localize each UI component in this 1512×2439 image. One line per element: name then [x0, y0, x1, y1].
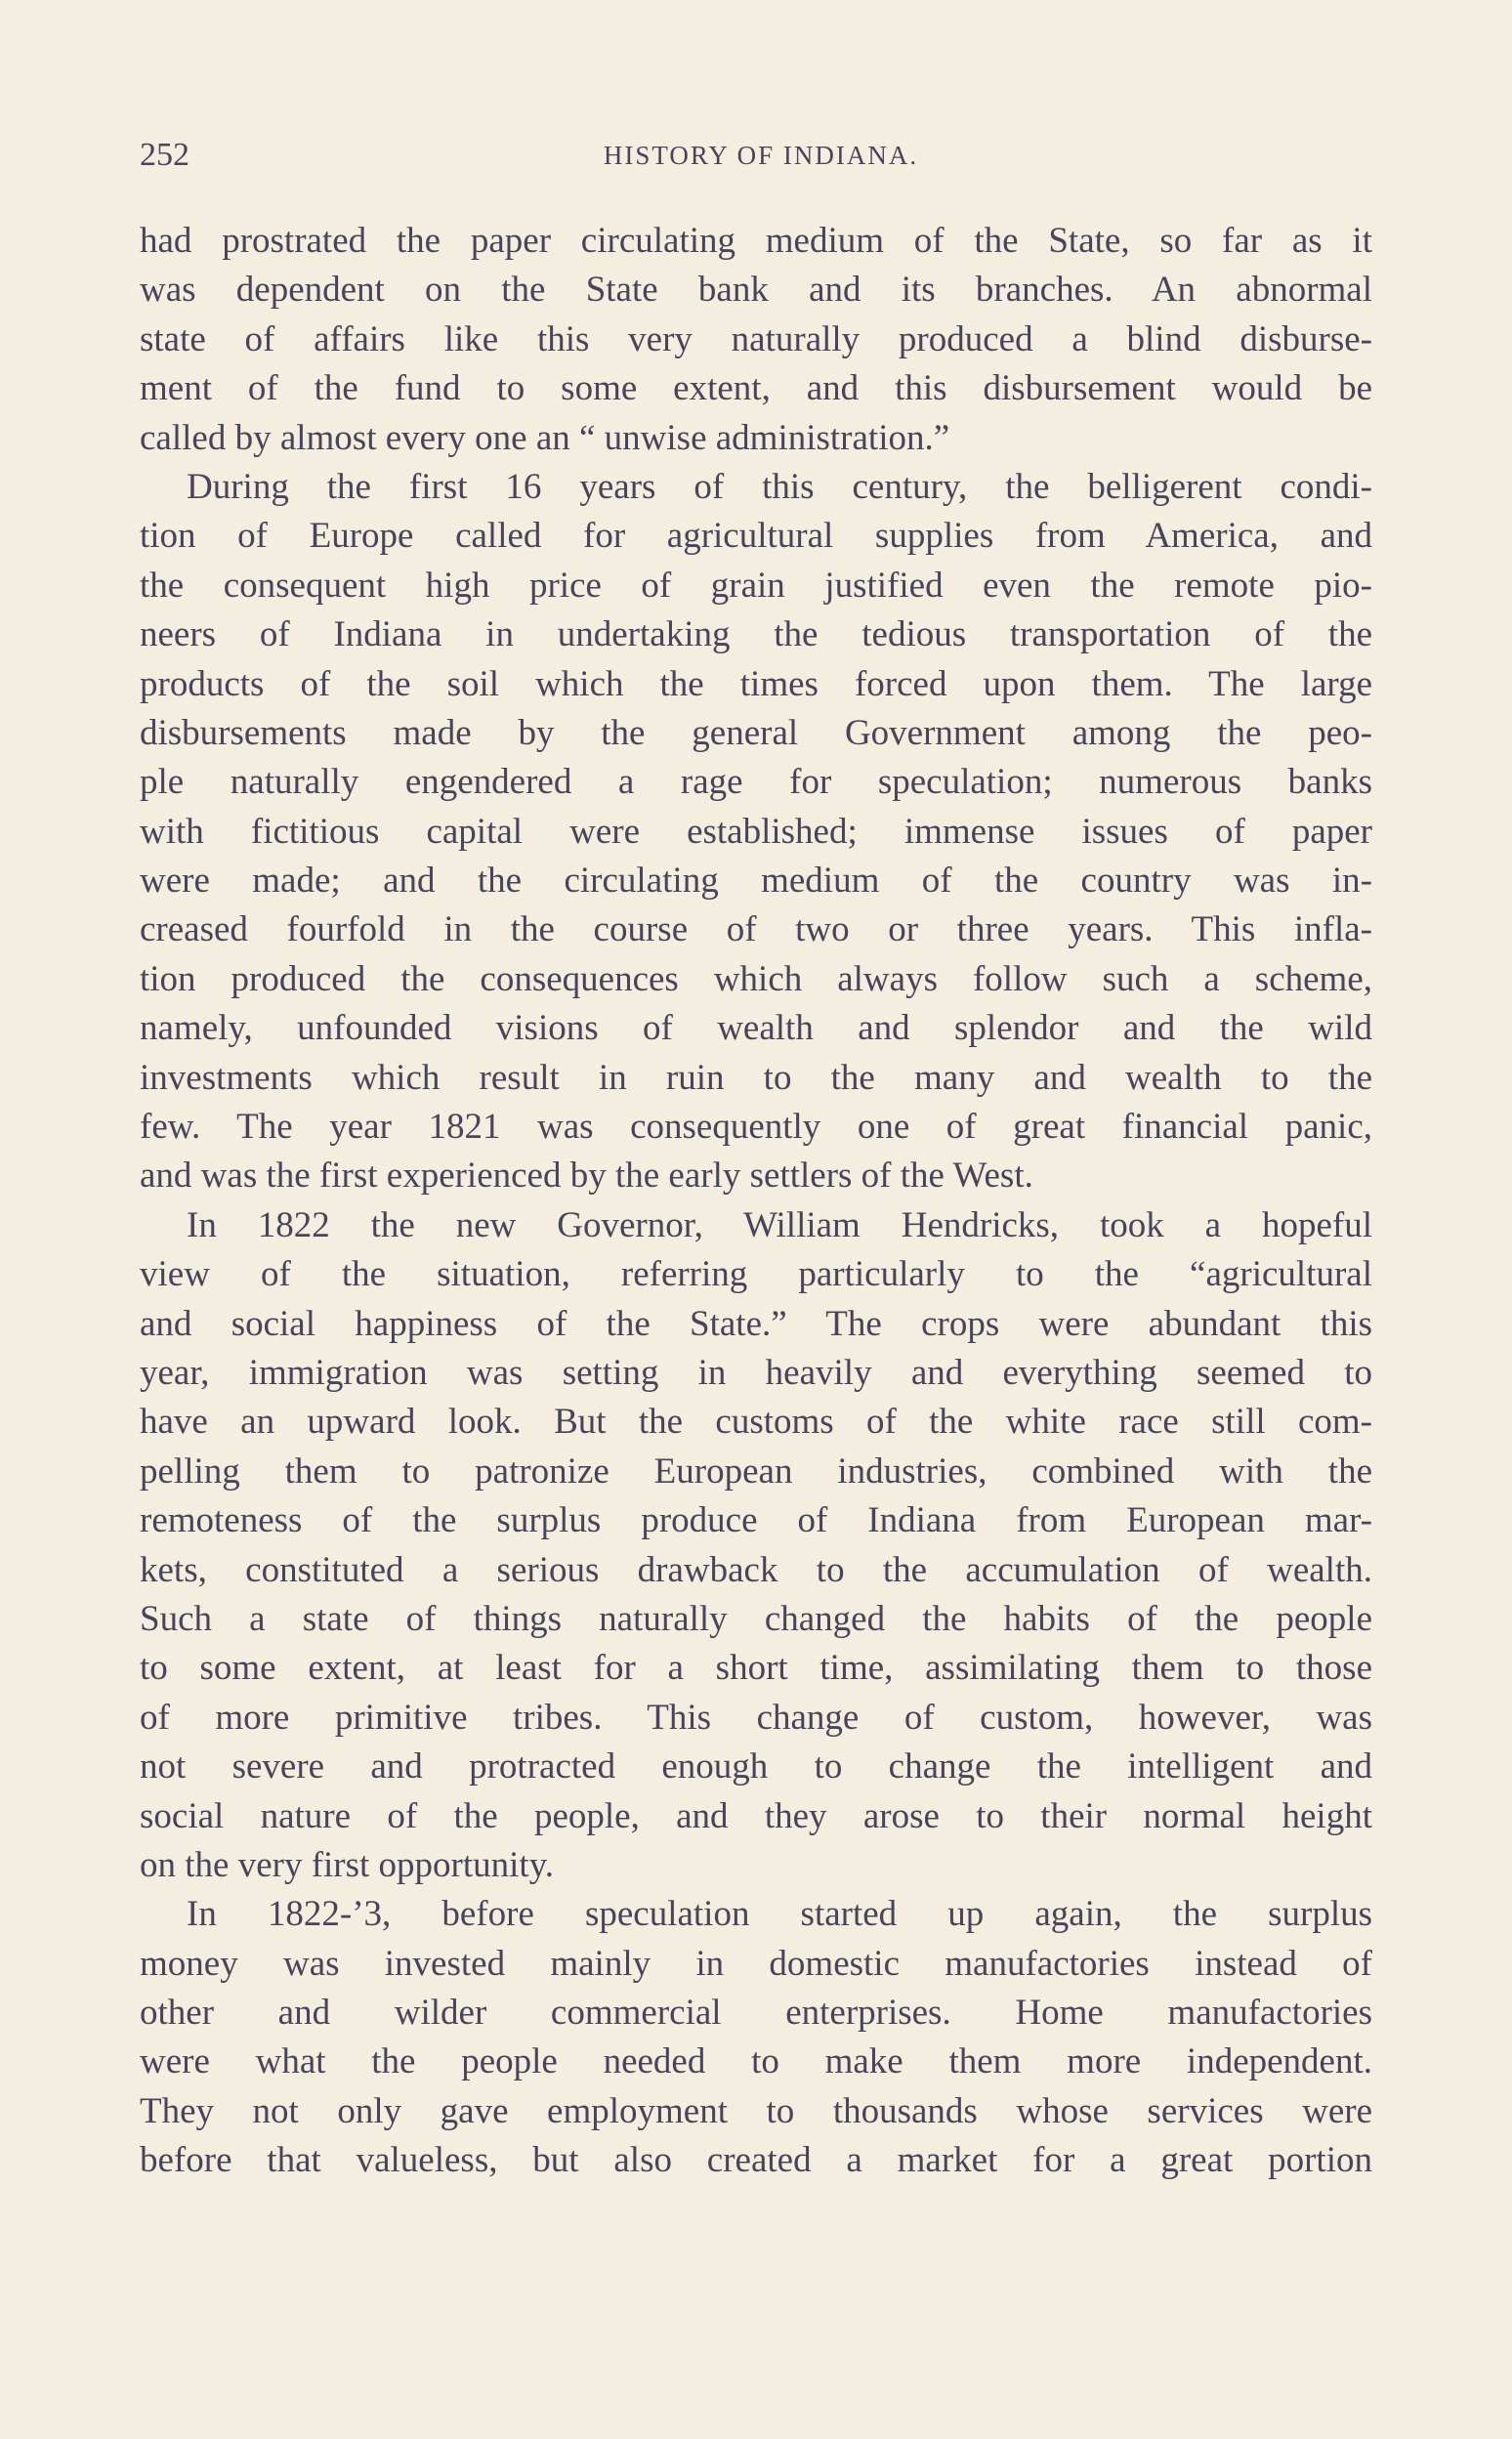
text-line: with fictitious capital were established; immense issues of paper: [140, 811, 1372, 852]
text-line: called by almost every one an “ unwise administration.”: [140, 417, 950, 458]
text-line: kets, constituted a serious drawback to the accumulation of wealth.: [140, 1549, 1372, 1590]
text-line: products of the soil which the times forced upon them. The large: [140, 663, 1372, 704]
text-line: creased fourfold in the course of two or three years. This infla-: [140, 909, 1372, 950]
text-line: pelling them to patronize European industries, combined with the: [140, 1451, 1372, 1492]
paragraph: [140, 1890, 1372, 2185]
paragraph: [140, 1201, 1372, 1890]
paragraph: [140, 463, 1372, 1201]
text-line: During the first 16 years of this century, the belligerent condi-: [187, 466, 1372, 507]
text-line: and social happiness of the State.” The crops were abundant this: [140, 1303, 1372, 1344]
page-header: [140, 137, 1372, 180]
text-line: remoteness of the surplus produce of Indiana from European mar-: [140, 1500, 1372, 1541]
text-line: and was the first experienced by the early settlers of the West.: [140, 1156, 1033, 1197]
text-line: state of affairs like this very naturally produced a blind disburse-: [140, 318, 1372, 359]
text-line: tion produced the consequences which always follow such a scheme,: [140, 958, 1372, 999]
text-line: In 1822-’3, before speculation started up again, the surplus: [187, 1894, 1372, 1935]
text-line: not severe and protracted enough to change the intelligent and: [140, 1746, 1372, 1787]
text-line: namely, unfounded visions of wealth and splendor and the wild: [140, 1008, 1372, 1049]
text-line: year, immigration was setting in heavily and everything seemed to: [140, 1352, 1372, 1393]
text-line: Such a state of things naturally changed the habits of the people: [140, 1598, 1372, 1639]
text-line: to some extent, at least for a short time, assimilating them to those: [140, 1648, 1372, 1689]
text-line: of more primitive tribes. This change of custom, however, was: [140, 1697, 1372, 1738]
paragraph: [140, 217, 1372, 463]
text-line: view of the situation, referring particularly to the “agricultural: [140, 1254, 1372, 1295]
text-line: was dependent on the State bank and its branches. An abnormal: [140, 270, 1372, 311]
text-line: ment of the fund to some extent, and this disbursement would be: [140, 368, 1372, 409]
text-line: They not only gave employment to thousands whose services were: [140, 2090, 1372, 2131]
text-line: have an upward look. But the customs of the white race still com-: [140, 1402, 1372, 1443]
text-line: investments which result in ruin to the many and wealth to the: [140, 1057, 1372, 1098]
text-line: were made; and the circulating medium of the country was in-: [140, 861, 1372, 902]
text-line: the consequent high price of grain justified even the remote pio-: [140, 565, 1372, 606]
text-line: neers of Indiana in undertaking the tedious transportation of the: [140, 614, 1372, 655]
text-line: before that valueless, but also created a market for a great portion: [140, 2140, 1372, 2181]
page-number: 252: [140, 137, 189, 173]
text-line: tion of Europe called for agricultural supplies from America, and: [140, 516, 1372, 557]
text-line: ple naturally engendered a rage for speculation; numerous banks: [140, 762, 1372, 803]
text-line: social nature of the people, and they arose to their normal height: [140, 1795, 1372, 1836]
text-line: were what the people needed to make them more independent.: [140, 2041, 1372, 2082]
page-body: [140, 217, 1372, 2186]
text-line: other and wilder commercial enterprises. Home manufactories: [140, 1993, 1372, 2034]
text-line: had prostrated the paper circulating medium of the State, so far as it: [140, 221, 1372, 261]
running-title: HISTORY OF INDIANA.: [603, 141, 919, 170]
text-line: In 1822 the new Governor, William Hendricks, took a hopeful: [187, 1204, 1372, 1245]
text-line: few. The year 1821 was consequently one of great financial panic,: [140, 1107, 1372, 1148]
text-line: on the very first opportunity.: [140, 1844, 555, 1885]
text-line: disbursements made by the general Government among the peo-: [140, 712, 1372, 753]
text-line: money was invested mainly in domestic manufactories instead of: [140, 1943, 1372, 1984]
